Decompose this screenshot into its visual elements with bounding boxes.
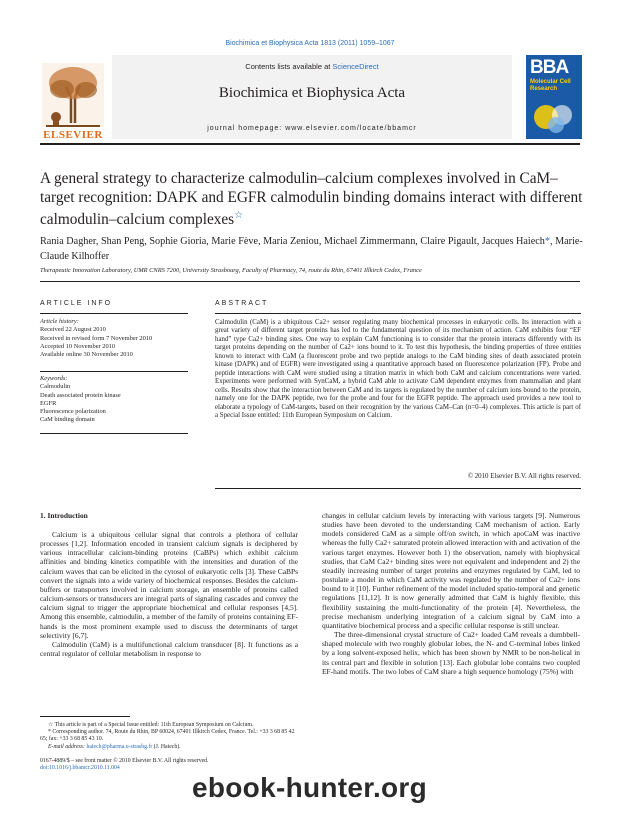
abstract-text: Calmodulin (CaM) is a ubiquitous Ca2+ sensor regulating many biochemical processes in eukaryotic cells. Its interaction with a great variety of different target proteins has led to the fundamental question of its mechanism of action. CaM exhibits four “EF hand” type Ca2+ binding sites. One way to explain CaM functioning is to consider that the protein interacts differently with its target proteins depending on the number of Ca2+ ions bound to it. To test this hypothesis, the binding properties of three entities known to interact with CaM (a fluorescent probe and two peptide analogs to the CaM binding sites of death associated protein kinase (DAPK) and of EGFR) were investigated using a quantitative approach based on fluorescence polarization (FP). Probe and peptide interactions with CaM were studied using a titration matrix in which both CaM and calcium concentrations were varied. Experiments were performed with SynCaM, a hybrid CaM able to activate CaM dependent enzymes from mammalian and plant cells. Results show that the interaction between CaM and its targets is regulated by the number of calcium ions bound to the protein, namely one for the DAPK peptide, two for the probe and four for the EGFR peptide. The approach used provides a new tool to elaborate a typology of CaM-targets, based on their recognition by the various CaM–Can (n=0–4) complexes. This article is part of a Special Issue entitled: 11th European Symposium on Calcium.: [215, 319, 581, 419]
journal-title-box: [112, 55, 512, 139]
keyword: Death associated protein kinase: [40, 391, 121, 399]
journal-citation: Biochimica et Biophysica Acta 1813 (2011) 1059–1067: [225, 40, 395, 47]
special-issue-footnote: ☆ This article is part of a Special Issue entitled: 11th European Symposium on Calcium.: [48, 722, 254, 728]
author-list: [40, 235, 585, 264]
article-title: [40, 170, 585, 230]
corresponding-author-icon[interactable]: *: [544, 236, 550, 247]
watermark: ebook-hunter.org: [192, 772, 428, 803]
journal-header: [40, 55, 580, 139]
header-divider: [40, 143, 580, 145]
copyright-notice: © 2010 Elsevier B.V. All rights reserved.: [467, 473, 581, 480]
paragraph: Calmodulin (CaM) is a multifunctional calcium transducer [8]. It functions as a central regulator of cellular metabolism in response to: [40, 639, 298, 659]
paragraph: Calcium is a ubiquitous cellular signal that controls a plethora of cellular processes [1,2]. Information encoded in transient calcium signals is deciphered by various intracellular calcium-binding proteins (CaBPs) which exhibit calcium affinities and binding kinetics compatible with the intensities and duration of the calcium waves that can be elicited in the cytosol of eukaryotic cells [3]. These CaBPs convert the signals into a wide variety of biochemical responses. Besides the calcium-buffers or transporters involved in calcium storage, an ensemble of proteins called calcium-sensors or transducers are integral parts of signaling cascades and convey the calcium signal to trigger the appropriate biochemical and cellular responses [4,5]. Among this ensemble, calmodulin, a member of the family of proteins containing EF-hands is the most prominent example used to discuss the determinants of target selectivity [6,7].: [40, 530, 298, 640]
email-line: [40, 744, 302, 751]
keywords: [40, 375, 190, 425]
article-history: [40, 318, 190, 359]
history-item: Accepted 10 November 2010: [40, 342, 116, 350]
contents-prefix: Contents lists available at: [245, 62, 333, 71]
affiliation-divider: [40, 281, 580, 282]
affiliation: Therapeutic Innovation Laboratory, UMR CNRS 7200, University Strasbourg, Faculty of Pharmacy, 74, route du Rhin, 67401 Illkirch Cedex, France: [40, 267, 422, 274]
homepage-link[interactable]: www.elsevier.com/locate/bbamcr: [285, 125, 417, 132]
journal-cover: [526, 55, 582, 139]
corresponding-footnote: * Corresponding author. 74, Route du Rhin, BP 60024, 67401 Illkirch Cedex, France. Tel.: +33 3 68 85 42 65; fax: +33 3 68 85 43 10.: [40, 729, 295, 743]
section-heading: 1. Introduction: [40, 511, 88, 520]
elsevier-tree-logo: [42, 63, 104, 137]
keyword: EGFR: [40, 399, 57, 407]
keyword: Calmodulin: [40, 383, 71, 391]
issn-block: [40, 758, 302, 772]
abstract-heading: ABSTRACT: [215, 300, 269, 307]
authors-text: Rania Dagher, Shan Peng, Sophie Gioria, Marie Fève, Maria Zeniou, Michael Zimmermann, Claire Pigault, Jacques Haiech: [40, 236, 545, 247]
info-divider: [40, 433, 188, 434]
history-item: Received 22 August 2010: [40, 326, 106, 334]
history-label: Article history:: [40, 318, 79, 325]
abstract-divider: [215, 488, 581, 489]
email-link[interactable]: haiech@pharma.u-strasbg.fr: [86, 743, 153, 750]
sciencedirect-link[interactable]: ScienceDirect: [332, 62, 379, 71]
doi-link[interactable]: doi:10.1016/j.bbamcr.2010.11.004: [40, 765, 120, 772]
keywords-label: Keywords:: [40, 375, 68, 382]
left-column: [40, 530, 298, 658]
last-author: , Marie-Claude Kilhoffer: [40, 236, 583, 262]
journal-homepage: [112, 125, 512, 132]
homepage-prefix: journal homepage:: [207, 125, 286, 132]
article-info-heading: ARTICLE INFO: [40, 300, 113, 307]
footnote-divider: [40, 716, 130, 717]
paragraph: The three-dimensional crystal structure of Ca2+ loaded CaM reveals a dumbbell-shaped molecule with two roughly globular lobes, the N- and C-terminal lobes linked by a long solvent-exposed helix, which has been shown by NMR to be non-helical in its central part and flexible in solution [13]. Each globular lobe contains two coupled EF-hand motifs. The two lobes of CaM share a high sequence homology (75%) with: [322, 630, 580, 676]
info-divider: [40, 313, 188, 314]
star-footnote-icon[interactable]: ☆: [234, 210, 244, 221]
title-text: A general strategy to characterize calmodulin–calcium complexes involved in CaM–target recognition: DAPK and EGFR calmodulin binding domains interact with different calmodulin–calcium complexes: [40, 170, 583, 229]
cover-title: BBA: [530, 57, 569, 78]
history-item: Received in revised form 7 November 2010: [40, 334, 153, 342]
footnotes: [40, 722, 302, 751]
email-label: E-mail address:: [48, 743, 87, 750]
keyword: Fluorescence polarization: [40, 408, 106, 416]
issn-line: 0167-4889/$ – see front matter © 2010 Elsevier B.V. All rights reserved.: [40, 758, 209, 764]
email-suffix: (J. Haiech).: [152, 743, 181, 750]
journal-name: Biochimica et Biophysica Acta: [218, 85, 406, 101]
info-divider: [40, 371, 188, 372]
abstract-divider: [215, 313, 581, 314]
contents-line: [112, 62, 512, 71]
paragraph: changes in cellular calcium levels by interacting with various targets [9]. Numerous studies have been devoted to the understanding CaM mechanism of action. Early models considered CaM as a simple off/on switch, in which apoCaM was inactive whereas the fully Ca2+ saturated protein allowed interaction with and activation of the various target enzymes. However both 1) the observation, namely with biophysical studies, that CaM Ca2+ binding sites were not equivalent and independent and 2) the steadily increasing number of target proteins and enzymes regulated by CaM, led to postulate a model in which CaM activity was regulated by the number of Ca2+ ions bound to it [10]. Further refinement of the model included spatio-temporal and genetic regulations [11,12]. It is now generally admitted that CaM is highly flexible, this flexibility sustaining the multi-functionality of the protein [4]. Nevertheless, the precise mechanism underlying integration of a calcium signal by CaM into a quantitative biochemical process and a specific cellular response is still unclear.: [322, 511, 580, 630]
right-column: [322, 511, 580, 676]
keyword: CaM binding domain: [40, 416, 95, 424]
publisher-name: ELSEVIER: [43, 129, 103, 141]
cover-graphic: [530, 99, 578, 135]
history-item: Available online 30 November 2010: [40, 351, 133, 359]
cover-subtitle: Molecular Cell Research: [530, 79, 571, 92]
